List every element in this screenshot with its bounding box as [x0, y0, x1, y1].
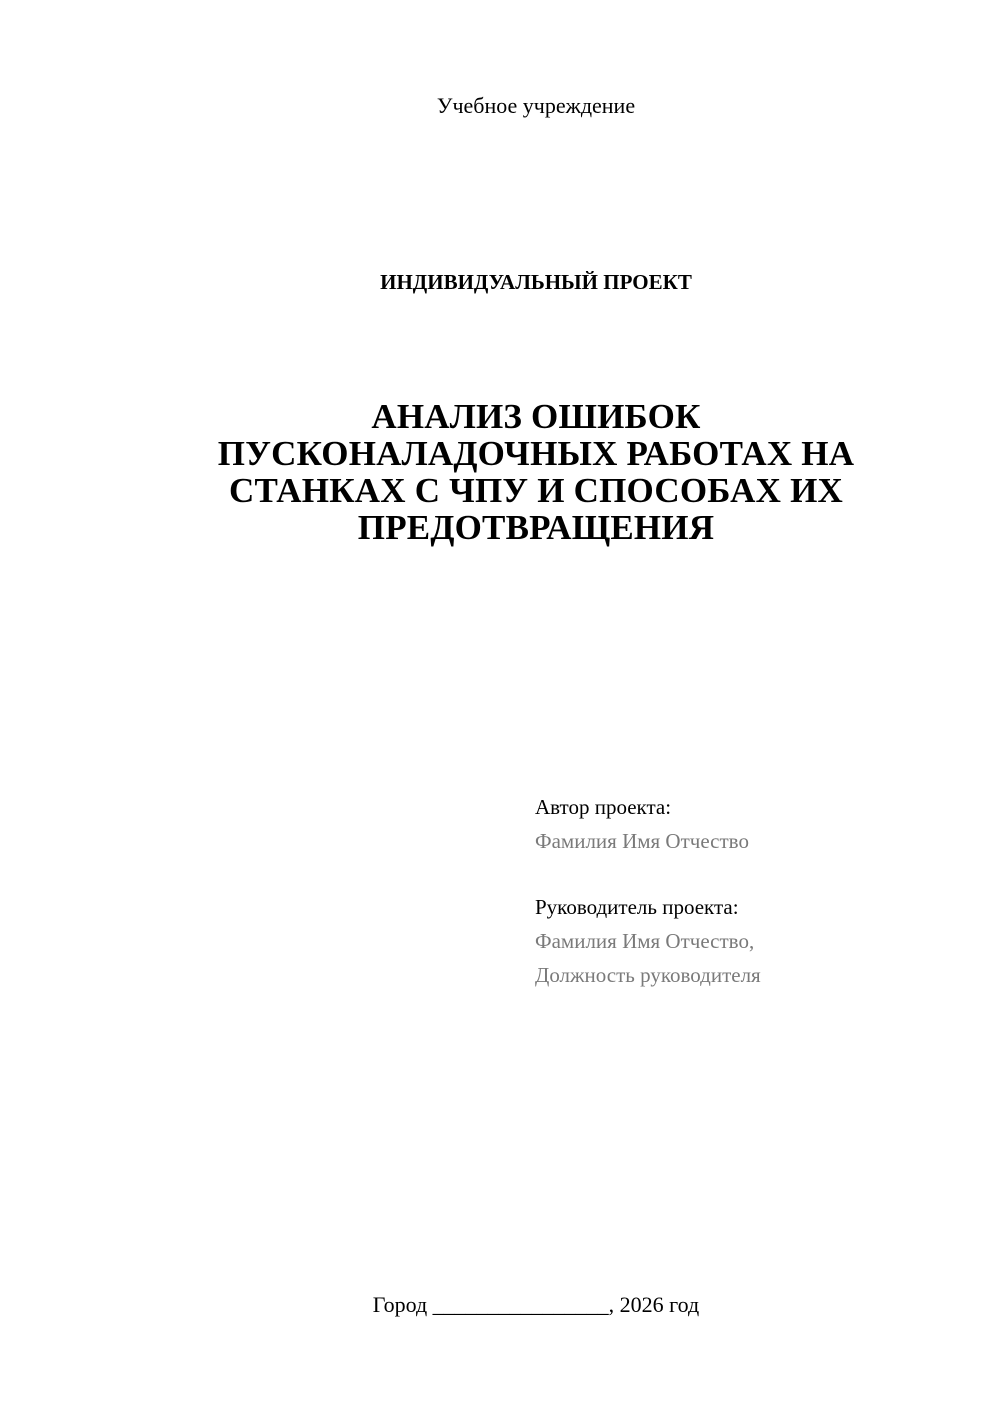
author-name-placeholder: Фамилия Имя Отчество — [535, 829, 749, 853]
title-line: ПРЕДОТВРАЩЕНИЯ — [357, 508, 715, 547]
spacer — [535, 858, 975, 890]
city-year-line: Город ________________, 2026 год — [372, 1292, 700, 1317]
document-type: ИНДИВИДУАЛЬНЫЙ ПРОЕКТ — [380, 270, 692, 294]
project-info-block — [535, 790, 975, 992]
author-label: Автор проекта: — [535, 795, 672, 819]
title-line: ПУСКОНАЛАДОЧНЫХ РАБОТАХ НА — [217, 434, 855, 473]
project-title — [140, 398, 932, 546]
supervisor-position-placeholder: Должность руководителя — [535, 963, 761, 987]
title-line: СТАНКАХ С ЧПУ И СПОСОБАХ ИХ — [229, 471, 843, 510]
institution-name: Учебное учреждение — [436, 93, 636, 118]
supervisor-label: Руководитель проекта: — [535, 895, 739, 919]
supervisor-name-placeholder: Фамилия Имя Отчество, — [535, 929, 755, 953]
title-line: АНАЛИЗ ОШИБОК — [371, 397, 701, 436]
